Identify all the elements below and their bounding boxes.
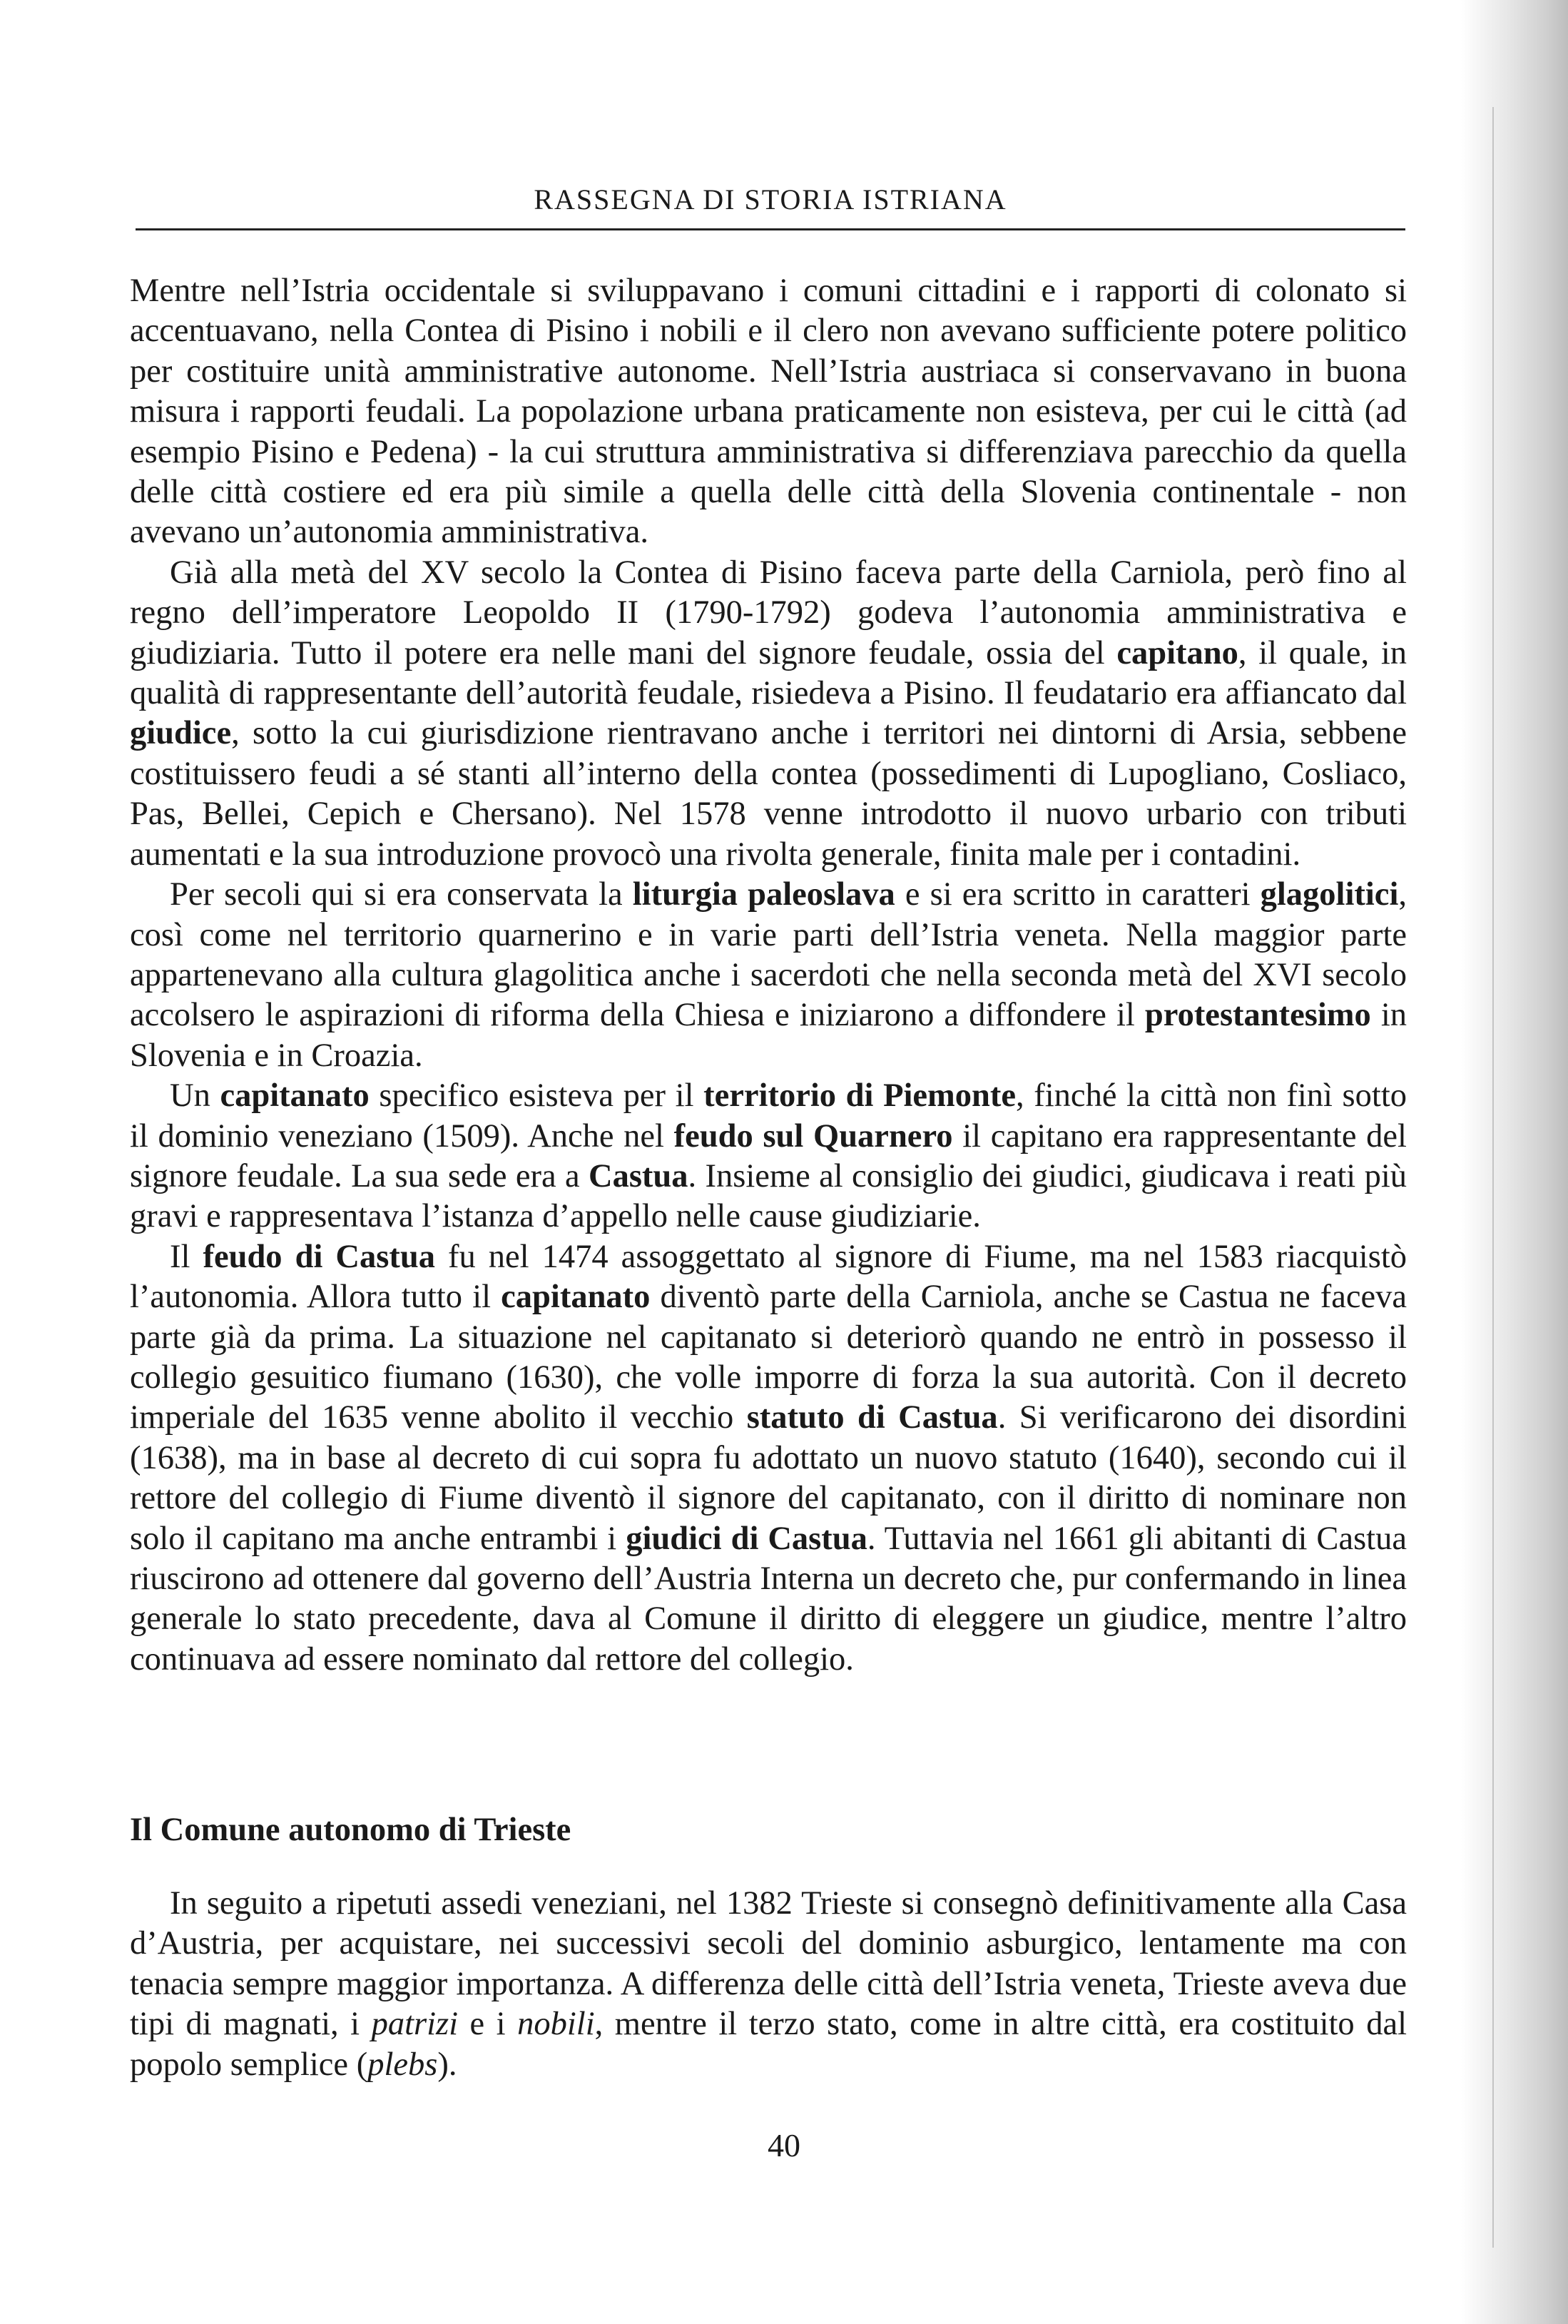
bold-term: Castua: [588, 1157, 688, 1194]
text-run: ).: [437, 2046, 457, 2083]
page-edge-line: [1492, 107, 1494, 2248]
text-run: Per secoli qui si era conservata la: [170, 876, 633, 913]
text-run: specifico esisteva per il: [369, 1077, 704, 1115]
section-body-text: [130, 1884, 1407, 2085]
text-run: Mentre nell’Istria occidentale si sviluppavano i comuni cittadini e i rapporti di colonato si accentuavano, nella Contea di Pisino i nobili e il clero non avevano sufficiente potere politico per costituire unità amministrative autonome. Nell’Istria austriaca si conservavano in buona misura i rapporti feudali. La popolazione urbana praticamente non esisteva, per cui le città (ad esempio Pisino e Pedena) - la cui struttura amministrativa si differenziava parecchio da quella delle città costiere ed era più simile a quella delle città della Slovenia continentale - non avevano un’autonomia amministrativa.: [130, 273, 1407, 551]
text-run: il capitano era rappresentante del signore feudale. La sua sede era a: [130, 1117, 1407, 1194]
text-run: . Tuttavia nel 1661 gli abitanti di Castua riuscirono ad ottenere dal governo dell’Austria Interna un decreto che, pur confermando in linea generale lo stato precedente, dava al Comune il diritto di eleggere un giudice, mentre l’altro continuava ad essere nominato dal rettore del collegio.: [130, 1520, 1407, 1678]
bold-term: capitano: [1116, 634, 1238, 671]
text-run: , mentre il terzo stato, come in altre città, era costituito dal popolo semplice (: [130, 2006, 1407, 2083]
italic-term: nobili: [517, 2006, 595, 2043]
text-run: In seguito a ripetuti assedi veneziani, nel 1382 Trieste si consegnò definitivamente alla Casa d’Austria, per acquistare, nei successivi secoli del dominio asburgico, lentamente ma con tenacia sempre maggior importanza. A differenza delle città dell’Istria veneta, Trieste aveva due tipi di magnati, i: [130, 1885, 1407, 2043]
paragraph: [130, 271, 1407, 553]
text-run: e i: [458, 2006, 518, 2043]
text-run: in Slovenia e in Croazia.: [130, 997, 1407, 1074]
text-run: , così come nel territorio quarnerino e in varie parti dell’Istria veneta. Nella maggior parte appartenevano alla cultura glagolitica anche i sacerdoti che nella seconda metà del XVI secolo accolsero le aspirazioni di riforma della Chiesa e iniziarono a diffondere il: [130, 876, 1407, 1034]
bold-term: capitanato: [501, 1279, 651, 1316]
text-run: . Si verificarono dei disordini (1638), ma in base al decreto di cui sopra fu adottato un nuovo statuto (1640), secondo cui il rettore del collegio di Fiume diventò il signore del capitanato, con il diritto di nominare non solo il capitano ma anche entrambi i: [130, 1399, 1407, 1557]
bold-term: glagolitici: [1260, 876, 1399, 913]
paragraph: [130, 875, 1407, 1076]
bold-term: feudo di Castua: [203, 1238, 435, 1275]
bold-term: protestantesimo: [1144, 997, 1371, 1034]
text-run: fu nel 1474 assoggettato al signore di Fiume, ma nel 1583 riacquistò l’autonomia. Allora tutto il: [130, 1238, 1407, 1316]
paragraph: [130, 553, 1407, 875]
text-run: Il: [170, 1238, 203, 1275]
text-run: , il quale, in qualità di rappresentante dell’autorità feudale, risiedeva a Pisino. Il feudatario era affiancato dal: [130, 634, 1407, 712]
bold-term: feudo sul Quarnero: [673, 1117, 953, 1155]
text-run: . Insieme al consiglio dei giudici, giudicava i reati più gravi e rappresentava l’istanza d’appello nelle cause giudiziarie.: [130, 1157, 1407, 1235]
page-edge-shadow: [1461, 0, 1568, 2324]
bold-term: capitanato: [220, 1077, 370, 1115]
paragraph: [130, 1884, 1407, 2085]
text-run: , sotto la cui giurisdizione rientravano anche i territori nei dintorni di Arsia, sebbene costituissero feudi a sé stanti all’interno della contea (possedimenti di Lupogliano, Cosliaco, Pas, Bellei, Cepich e Chersano). Nel 1578 venne introdotto il nuovo urbario con tributi aumentati e la sua introduzione provocò una rivolta generale, finita male per i contadini.: [130, 715, 1407, 873]
bold-term: statuto di Castua: [746, 1399, 998, 1436]
paragraph: [130, 1076, 1407, 1237]
page-number: 40: [768, 2127, 800, 2163]
running-head: RASSEGNA DI STORIA ISTRIANA: [534, 183, 1007, 215]
text-run: Un: [170, 1077, 220, 1115]
body-text: [130, 271, 1407, 1680]
header-rule: [136, 228, 1405, 230]
bold-term: territorio di Piemonte: [703, 1077, 1017, 1115]
bold-term: liturgia paleoslava: [632, 876, 895, 913]
italic-term: patrizi: [371, 2006, 459, 2043]
text-run: diventò parte della Carniola, anche se Castua ne faceva parte già da prima. La situazione nel capitanato si deteriorò quando ne entrò in possesso il collegio gesuitico fiumano (1630), che volle imporre di forza la sua autorità. Con il decreto imperiale del 1635 venne abolito il vecchio: [130, 1279, 1407, 1436]
bold-term: giudice: [130, 715, 232, 752]
italic-term: plebs: [367, 2046, 438, 2083]
section-title: Il Comune autonomo di Trieste: [130, 1812, 571, 1848]
bold-term: giudici di Castua: [626, 1520, 867, 1557]
text-run: , finché la città non finì sotto il dominio veneziano (1509). Anche nel: [130, 1077, 1407, 1155]
paragraph: [130, 1237, 1407, 1680]
text-run: e si era scritto in caratteri: [895, 876, 1261, 913]
text-run: Già alla metà del XV secolo la Contea di Pisino faceva parte della Carniola, però fino al regno dell’imperatore Leopoldo II (1790-1792) godeva l’autonomia amministrativa e giudiziaria. Tutto il potere era nelle mani del signore feudale, ossia del: [130, 554, 1407, 671]
